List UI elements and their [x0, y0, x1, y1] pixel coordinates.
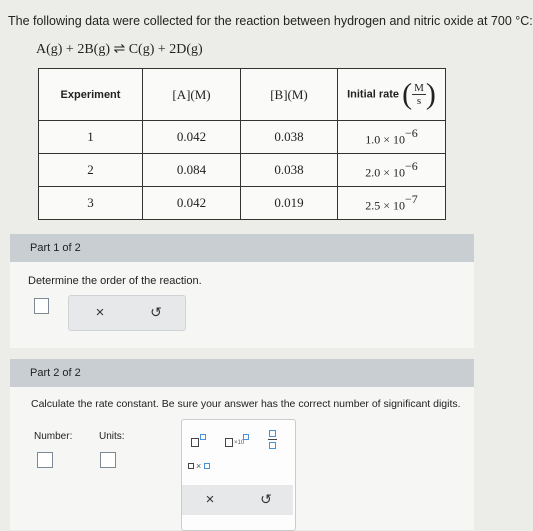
table-row: [39, 154, 446, 187]
cell-b: 0.038: [241, 154, 338, 187]
header-experiment: Experiment: [39, 69, 143, 121]
undo-button[interactable]: [147, 304, 165, 321]
cell-a: 0.042: [143, 187, 241, 220]
table-row: [39, 121, 446, 154]
part2-title: Part 2 of 2: [30, 367, 81, 379]
header-initial-rate: [338, 69, 446, 121]
header-concentration-a: [A](M): [143, 69, 241, 121]
close-icon: ×: [205, 491, 215, 508]
table-header-row: [39, 69, 446, 121]
cell-b: 0.019: [241, 187, 338, 220]
undo-icon: ↺: [260, 491, 272, 507]
rate-exponent: −6: [405, 158, 418, 173]
part1-toolbar: [68, 295, 186, 331]
part2-prompt: Calculate the rate constant. Be sure your answer has the correct number of significant digits.: [31, 398, 461, 410]
part1-header: [10, 234, 474, 262]
number-input[interactable]: [37, 452, 53, 468]
part1-prompt: Determine the order of the reaction.: [28, 275, 202, 287]
close-icon: ×: [95, 304, 105, 321]
reaction-equation: A(g) + 2B(g) ⇌ C(g) + 2D(g): [36, 42, 203, 57]
right-paren: ): [425, 77, 436, 111]
units-input[interactable]: [100, 452, 116, 468]
data-table: [38, 68, 446, 220]
left-paren: (: [402, 77, 413, 111]
denominator-box-icon: [269, 442, 276, 449]
fraction-template-button[interactable]: [268, 430, 278, 450]
cell-b: 0.038: [241, 121, 338, 154]
undo-icon: ↺: [150, 304, 162, 320]
part1-answer-box[interactable]: [34, 298, 49, 314]
cell-a: 0.084: [143, 154, 241, 187]
clear-button[interactable]: [201, 491, 219, 508]
cell-a: 0.042: [143, 121, 241, 154]
number-label: Number:: [34, 431, 73, 442]
exponent-box-icon: [200, 434, 206, 440]
cell-experiment: 1: [39, 121, 143, 154]
superscript-template-button[interactable]: [191, 434, 211, 448]
cell-experiment: 2: [39, 154, 143, 187]
part2-header: [10, 359, 474, 387]
part2-toolbar: [182, 485, 293, 515]
rate-mantissa: 2.5 × 10: [365, 198, 405, 213]
cell-rate: [338, 121, 446, 154]
times-ten-label: ×10: [234, 440, 245, 446]
fraction-bar-icon: [268, 439, 277, 440]
rate-unit-fraction: [412, 82, 426, 107]
base-box-icon: [191, 438, 199, 447]
part1-body: [10, 262, 474, 348]
clear-button[interactable]: [91, 304, 109, 321]
cell-rate: [338, 154, 446, 187]
header-concentration-b: [B](M): [241, 69, 338, 121]
cell-rate: [338, 187, 446, 220]
undo-button[interactable]: [257, 491, 275, 508]
initial-rate-label: Initial rate: [347, 88, 400, 101]
cell-experiment: 3: [39, 187, 143, 220]
left-factor-box-icon: [188, 463, 194, 469]
units-template-panel: [181, 419, 296, 531]
rate-mantissa: 1.0 × 10: [365, 132, 405, 147]
part2-body: [10, 387, 474, 530]
scientific-notation-template-button[interactable]: [225, 434, 251, 448]
mantissa-box-icon: [225, 438, 233, 447]
rate-exponent: −7: [405, 191, 418, 206]
power-box-icon: [243, 434, 249, 440]
right-factor-box-icon: [204, 463, 210, 469]
rate-mantissa: 2.0 × 10: [365, 165, 405, 180]
question-intro: The following data were collected for the reaction between hydrogen and nitric oxide at 700 °C:: [8, 14, 533, 28]
units-label: Units:: [99, 431, 125, 442]
rate-exponent: −6: [405, 125, 418, 140]
part1-title: Part 1 of 2: [30, 242, 81, 254]
table-row: [39, 187, 446, 220]
rate-unit-numerator: M: [414, 82, 424, 94]
rate-unit-denominator: s: [416, 95, 422, 107]
numerator-box-icon: [269, 430, 276, 437]
multiply-template-button[interactable]: [188, 462, 214, 472]
times-symbol: ×: [196, 461, 202, 471]
